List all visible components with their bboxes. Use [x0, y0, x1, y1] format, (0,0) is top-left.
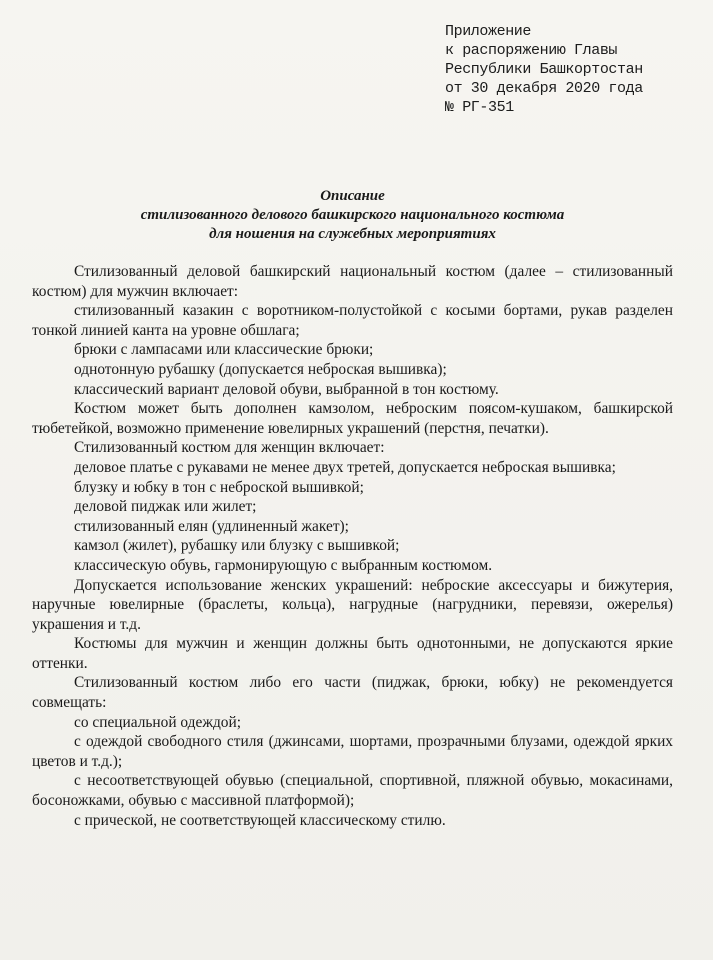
paragraph: классический вариант деловой обуви, выбранной в тон костюму.: [74, 380, 499, 398]
paragraph: Стилизованный костюм либо его части (пиджак, брюки, юбку) не рекомендуется совмещать:: [32, 674, 673, 712]
paragraph: деловое платье с рукавами не менее двух третей, допускается неброская вышивка;: [74, 458, 616, 476]
document-body: [32, 262, 673, 830]
title-line: Описание: [320, 188, 385, 204]
paragraph: Допускается использование женских украшений: неброские аксессуары и бижутерия, наручные ювелирные (браслеты, кольца), нагрудные (нагрудники, перевязи, ожерелья) украшения и т.д.: [32, 576, 673, 633]
paragraph: деловой пиджак или жилет;: [74, 498, 257, 516]
paragraph: с одеждой свободного стиля (джинсами, шортами, прозрачными блузами, одеждой ярких цветов и т.д.);: [32, 733, 673, 770]
title-line: стилизованного делового башкирского национального костюма: [140, 207, 565, 223]
paragraph: брюки с лампасами или классические брюки;: [74, 341, 374, 359]
header-line: Приложение: [445, 23, 532, 40]
paragraph: однотонную рубашку (допускается неброская вышивка);: [74, 360, 447, 378]
paragraph: камзол (жилет), рубашку или блузку с вышивкой;: [74, 537, 400, 555]
title-line: для ношения на служебных мероприятиях: [209, 226, 496, 242]
paragraph: стилизованный елян (удлиненный жакет);: [74, 517, 349, 535]
paragraph: Костюмы для мужчин и женщин должны быть однотонными, не допускаются яркие оттенки.: [32, 635, 673, 672]
header-line: от 30 декабря 2020 года: [445, 80, 643, 97]
paragraph: Костюм может быть дополнен камзолом, неброским поясом-кушаком, башкирской тюбетейкой, возможно применение ювелирных украшений (перстня, печатки).: [32, 400, 673, 437]
paragraph: блузку и юбку в тон с неброской вышивкой;: [74, 478, 364, 496]
paragraph: со специальной одеждой;: [74, 713, 242, 731]
paragraph: Стилизованный костюм для женщин включает:: [74, 439, 385, 457]
paragraph: с несоответствующей обувью (специальной, спортивной, пляжной обувью, мокасинами, босоножками, обувью с массивной платформой);: [32, 772, 673, 810]
paragraph: классическую обувь, гармонирующую с выбранным костюмом.: [74, 556, 493, 574]
paragraph: с прической, не соответствующей классическому стилю.: [74, 811, 446, 829]
paragraph: стилизованный казакин с воротником-полустойкой с косыми бортами, рукав разделен тонкой линией канта на уровне обшлага;: [32, 302, 673, 339]
header-line: № РГ-351: [445, 99, 514, 116]
header-line: к распоряжению Главы: [445, 42, 618, 59]
paragraph: Стилизованный деловой башкирский национальный костюм (далее – стилизованный костюм) для мужчин включает:: [32, 263, 673, 300]
header-line: Республики Башкортостан: [445, 61, 643, 78]
appendix-header: [445, 22, 673, 117]
document-title: [32, 187, 673, 244]
